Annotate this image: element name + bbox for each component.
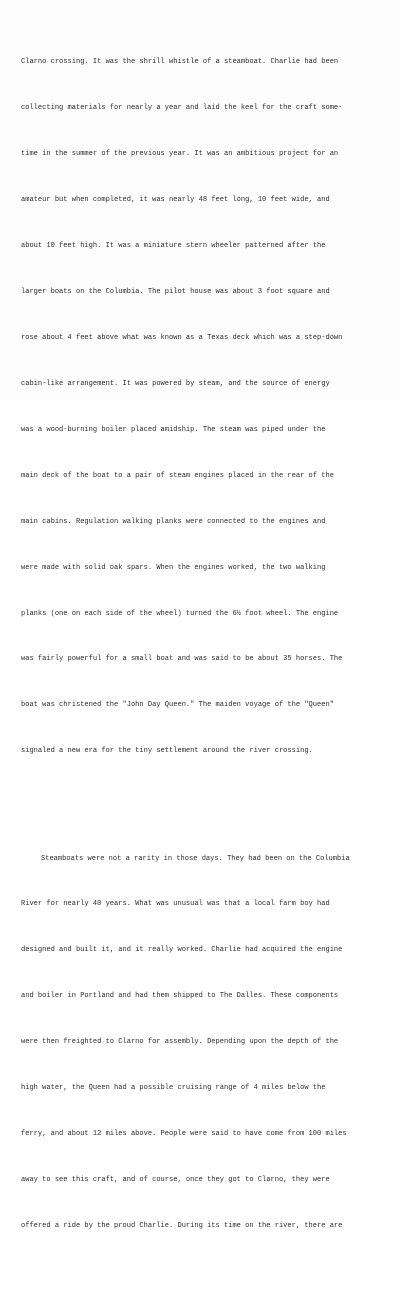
text-line: away to see this craft, and of course, once they got to Clarno, they were bbox=[21, 1176, 330, 1185]
text-line: were made with solid oak spars. When the engines worked, the two walking bbox=[21, 563, 326, 572]
text-line: high water, the Queen had a possible cruising range of 4 miles below the bbox=[21, 1084, 326, 1093]
text-line: larger boats on the Columbia. The pilot house was about 3 foot square and bbox=[21, 287, 330, 296]
text-line: main cabins. Regulation walking planks were connected to the engines and bbox=[21, 517, 326, 526]
text-line: was fairly powerful for a small boat and was said to be about 35 horses. The bbox=[21, 655, 343, 664]
text-line: main deck of the boat to a pair of steam engines placed in the rear of the bbox=[21, 471, 334, 480]
paragraph-2 bbox=[21, 821, 393, 1265]
text-line: amateur but when completed, it was nearly 48 feet long, 10 feet wide, and bbox=[21, 196, 330, 205]
text-line: Steamboats were not a rarity in those days. They had been on the Columbia bbox=[41, 854, 350, 863]
text-line: signaled a new era for the tiny settlement around the river crossing. bbox=[21, 747, 313, 756]
document-body bbox=[21, 0, 393, 1296]
text-line: and boiler in Portland and had them shipped to The Dalles. These components bbox=[21, 992, 339, 1001]
text-line: collecting materials for nearly a year and laid the keel for the craft some- bbox=[21, 104, 343, 113]
text-line: about 10 feet high. It was a miniature stern wheeler patterned after the bbox=[21, 242, 326, 250]
text-line: cabin-like arrangement. It was powered by steam, and the source of energy bbox=[21, 379, 330, 388]
text-line: was a wood-burning boiler placed amidship. The steam was piped under the bbox=[21, 425, 326, 434]
text-line: time in the summer of the previous year. It was an ambitious project for an bbox=[21, 150, 339, 159]
text-line: boat was christened the "John Day Queen." The maiden voyage of the "Queen" bbox=[21, 701, 334, 710]
text-line: offered a ride by the proud Charlie. During its time on the river, there are bbox=[21, 1222, 343, 1230]
text-line: planks (one on each side of the wheel) turned the 6½ foot wheel. The engine bbox=[21, 609, 339, 618]
text-line: rose about 4 feet above what was known as a Texas deck which was a step-down bbox=[21, 333, 343, 342]
text-line: designed and built it, and it really worked. Charlie had acquired the engine bbox=[21, 946, 343, 955]
paragraph-1 bbox=[21, 25, 393, 791]
text-line: were then freighted to Clarno for assembly. Depending upon the depth of the bbox=[21, 1038, 339, 1047]
text-line: Clarno crossing. It was the shrill whistle of a steamboat. Charlie had been bbox=[21, 58, 339, 67]
text-line: ferry, and about 12 miles above. People were said to have come from 100 miles bbox=[21, 1130, 347, 1139]
text-line: River for nearly 40 years. What was unusual was that a local farm boy had bbox=[21, 900, 330, 909]
